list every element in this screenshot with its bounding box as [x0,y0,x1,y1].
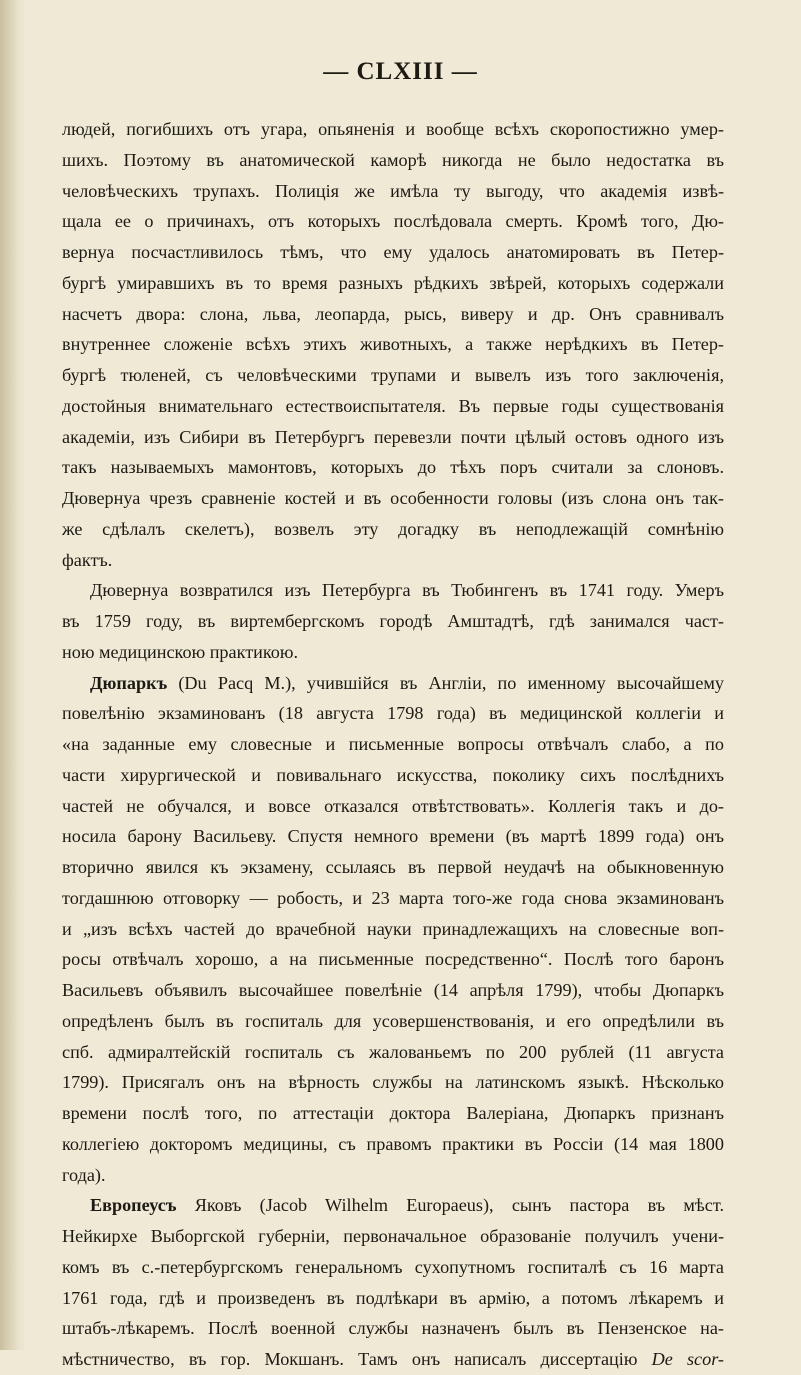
line-text: фактъ. [62,549,113,570]
text-line [62,514,724,545]
line-text: въ 1759 году, въ виртембергскомъ городѣ Амштадтѣ, гдѣ занимался част- [62,611,724,631]
line-text: такъ называемыхъ мамонтовъ, которыхъ до тѣхъ поръ считали за слоновъ. [62,457,724,478]
text-line [62,1221,724,1252]
line-text: внутреннее сложеніе всѣхъ этихъ животныхъ, а также нерѣдкихъ въ Петер- [62,334,724,355]
text-line [62,1252,724,1283]
text-line [62,176,724,207]
text-line [62,1313,724,1344]
line-text: «на заданные ему словесные и письменные вопросы отвѣчалъ слабо, а по [62,734,724,754]
line-text: человѣческихъ трупахъ. Полиція же имѣла ту выгоду, что академія извѣ- [62,180,724,201]
line-text: тогдашнюю отговорку — робость, и 23 марта того-же года снова экзаминованъ [62,887,724,908]
page-binding-shadow [0,0,26,1350]
line-text: вторично явился къ экзамену, ссылаясь въ первой неудачѣ на обыкновенную [62,857,724,877]
text-line [62,729,724,760]
text-line [62,1283,724,1314]
line-text: шихъ. Поэтому въ анатомической каморѣ никогда не было недостатка въ [62,149,724,170]
line-text: коллегіею докторомъ медицины, съ правомъ практики въ Россіи (14 мая 1800 [62,1133,724,1154]
text-line [62,975,724,1006]
line-text: щала ее о причинахъ, отъ которыхъ послѣдовала смерть. Кромѣ того, Дю- [62,211,724,232]
text-line [62,575,724,606]
text-line [62,1190,724,1221]
line-text: части хирургической и повивальнаго искусства, поколику сихъ послѣднихъ [62,764,724,785]
line-text: людей, погибшихъ отъ угара, опьяненія и вообще всѣхъ скоропостижно умер- [62,119,724,139]
line-text: (Du Pacq M.), учившійся въ Англіи, по именному высочайшему [167,672,724,693]
text-line [62,1344,724,1375]
text-line [62,698,724,729]
text-line [62,1006,724,1037]
text-line [62,1129,724,1160]
line-text: Нейкирхе Выборгской губерніи, первоначальное образованіе получилъ учени- [62,1226,724,1246]
line-text: ною медицинскою практикою. [62,641,299,662]
line-text: же сдѣлалъ скелетъ), возвелъ эту догадку въ неподлежащій сомнѣнію [62,518,724,539]
line-text: года). [62,1164,106,1185]
text-line [62,268,724,299]
text-line [62,483,724,514]
entry-heading: Европеусъ [90,1195,177,1216]
text-line [62,1098,724,1129]
line-text: 1799). Присягалъ онъ на вѣрность службы на латинскомъ языкѣ. Нѣсколько [62,1072,724,1093]
line-text: повелѣнію экзаминованъ (18 августа 1798 года) въ медицинской коллегіи и [62,703,724,724]
line-text: носила барону Васильеву. Спустя немного времени (въ мартѣ 1899 года) онъ [62,826,724,847]
italic-title: De scor- [651,1349,724,1369]
line-text: насчетъ двора: слона, льва, леопарда, рысь, виверу и др. Онъ сравнивалъ [62,303,724,324]
page-number: — CLXIII — [323,58,478,85]
text-line [62,606,724,637]
line-text: академіи, изъ Сибири въ Петербургъ перевезли почти цѣлый остовъ одного изъ [62,426,724,447]
line-text: Яковъ (Jacob Wilhelm Europaeus), сынъ пастора въ мѣст. [176,1195,724,1216]
text-line [62,1037,724,1068]
text-line [62,944,724,975]
line-text: спб. адмиралтейскій госпиталь съ жалованьемъ по 200 рублей (11 августа [62,1041,724,1062]
text-line [62,637,724,668]
line-text: достойныя внимательнаго естествоиспытателя. Въ первые годы существованія [62,395,724,416]
text-line [62,391,724,422]
body-text [62,114,724,1375]
line-text: опредѣленъ былъ въ госпиталь для усовершенствованія, и его опредѣлили въ [62,1010,724,1031]
text-line [62,452,724,483]
line-text: Васильевъ объявилъ высочайшее повелѣніе (14 апрѣля 1799), чтобы Дюпаркъ [62,980,724,1000]
line-text: вернуа посчастливилось тѣмъ, что ему удалось анатомировать въ Петер- [62,242,724,262]
text-line [62,668,724,699]
line-text: времени послѣ того, по аттестаціи доктора Валеріана, Дюпаркъ признанъ [62,1103,724,1123]
line-text: Дювернуа возвратился изъ Петербурга въ Тюбингенъ въ 1741 году. Умеръ [90,580,724,601]
text-line [62,760,724,791]
text-line [62,791,724,822]
line-text: бургѣ тюленей, съ человѣческими трупами и вывелъ изъ того заключенія, [62,365,724,385]
text-line [62,883,724,914]
text-line [62,422,724,453]
line-text: 1761 года, гдѣ и произведенъ въ подлѣкари въ армію, а потомъ лѣкаремъ и [62,1287,724,1308]
text-line [62,114,724,145]
text-line [62,1067,724,1098]
text-line [62,360,724,391]
text-line [62,329,724,360]
line-text: штабъ-лѣкаремъ. Послѣ военной службы назначенъ былъ въ Пензенское на- [62,1318,724,1339]
line-text: мѣстничество, въ гор. Мокшанъ. Тамъ онъ написалъ диссертацію [62,1349,652,1369]
line-text: частей не обучался, и вовсе отказался отвѣтствовать». Коллегія такъ и до- [62,795,724,816]
text-line [62,299,724,330]
line-text: комъ въ с.-петербургскомъ генеральномъ сухопутномъ госпиталѣ съ 16 марта [62,1256,724,1277]
text-line [62,821,724,852]
line-text: и „изъ всѣхъ частей до врачебной науки принадлежащихъ на словесные воп- [62,918,724,939]
line-text: Дювернуа чрезъ сравненіе костей и въ особенности головы (изъ слона онъ так- [62,488,724,508]
text-line [62,545,724,576]
text-line [62,206,724,237]
text-line [62,145,724,176]
entry-heading: Дюпаркъ [90,672,168,693]
text-line [62,237,724,268]
text-line [62,852,724,883]
line-text: росы отвѣчалъ хорошо, а на письменные посредственно“. Послѣ того баронъ [62,949,724,970]
line-text: бургѣ умиравшихъ въ то время разныхъ рѣдкихъ звѣрей, которыхъ содержали [62,272,724,293]
text-line [62,914,724,945]
text-line [62,1160,724,1191]
